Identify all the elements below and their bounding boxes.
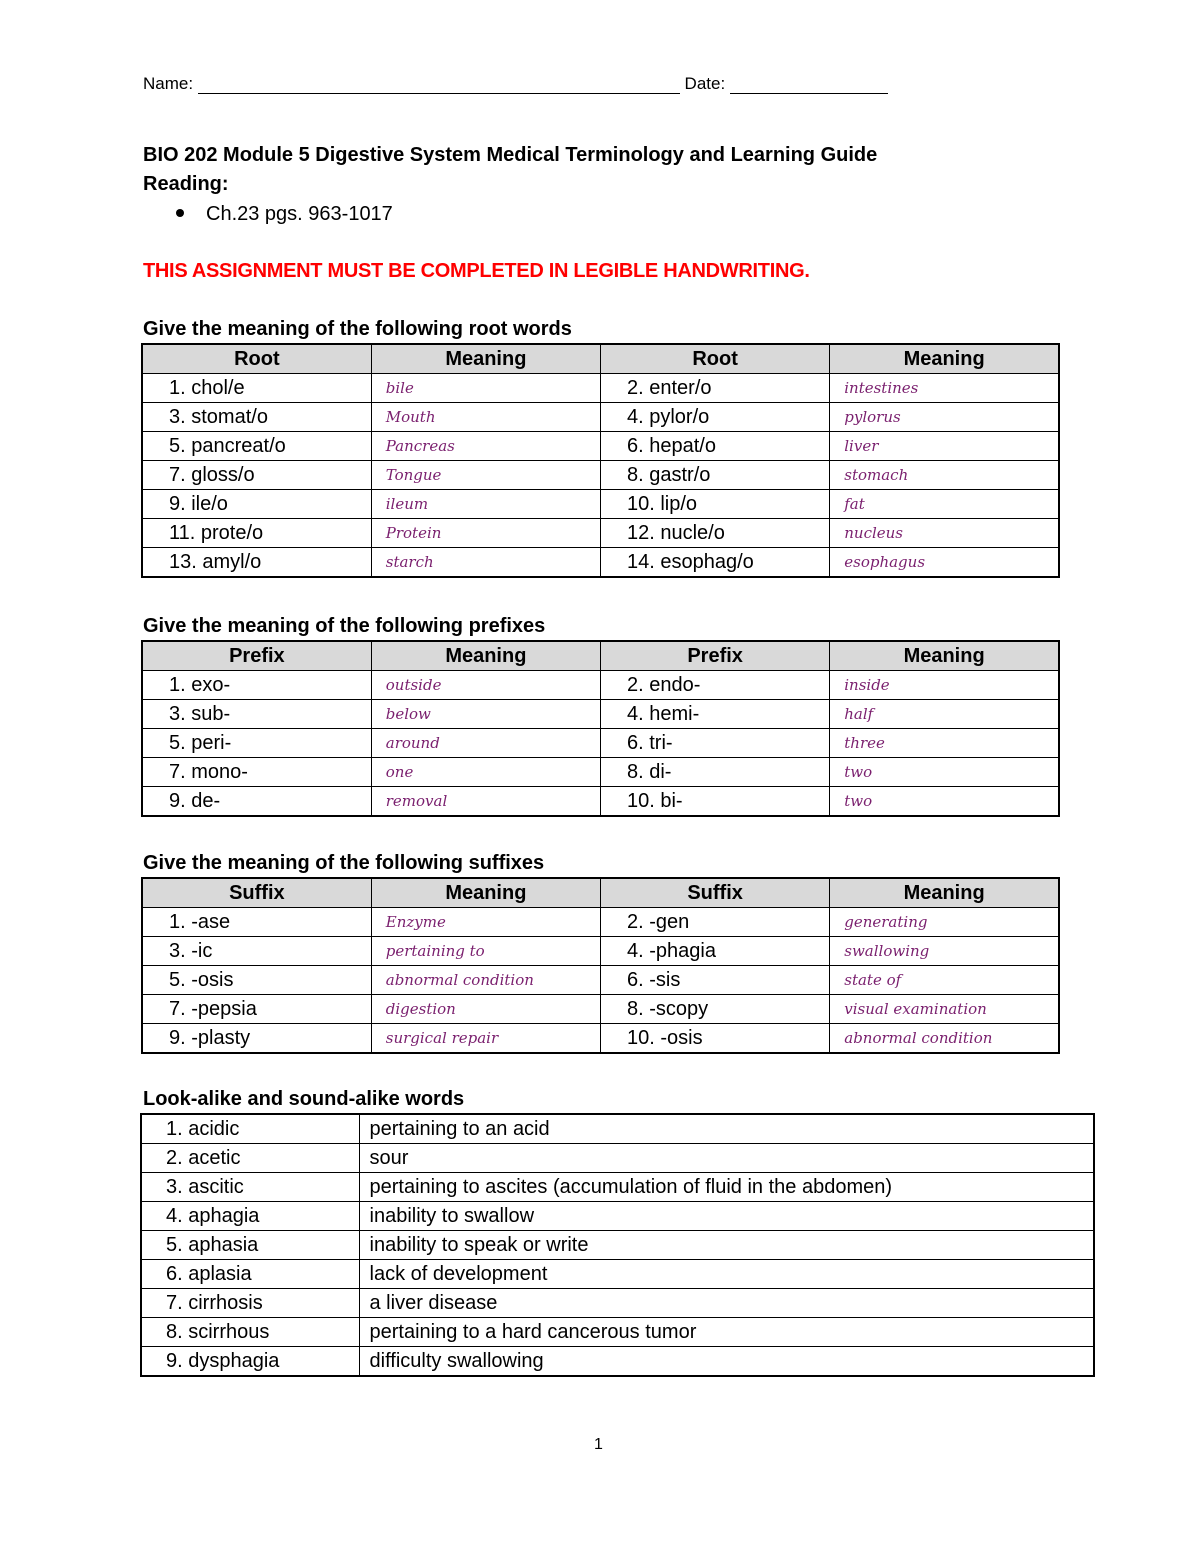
meaning-cell[interactable]: generating — [830, 908, 1059, 937]
column-header: Meaning — [830, 344, 1059, 374]
meaning-cell[interactable]: starch — [371, 548, 600, 578]
term-cell: 2. enter/o — [601, 374, 830, 403]
word-cell: 6. aplasia — [141, 1260, 359, 1289]
meaning-cell[interactable]: Enzyme — [371, 908, 600, 937]
column-header: Meaning — [371, 878, 600, 908]
meaning-cell[interactable]: intestines — [830, 374, 1059, 403]
meaning-cell[interactable]: visual examination — [830, 995, 1059, 1024]
meaning-cell[interactable]: abnormal condition — [830, 1024, 1059, 1054]
term-cell: 2. -gen — [601, 908, 830, 937]
term-cell: 10. -osis — [601, 1024, 830, 1054]
meaning-cell[interactable]: outside — [371, 671, 600, 700]
term-cell: 4. pylor/o — [601, 403, 830, 432]
table-row — [141, 1347, 1094, 1377]
reading-item — [176, 203, 393, 226]
meaning-cell[interactable]: digestion — [371, 995, 600, 1024]
term-cell: 8. gastr/o — [601, 461, 830, 490]
term-cell: 13. amyl/o — [142, 548, 371, 578]
table-row — [141, 1202, 1094, 1231]
term-cell: 6. tri- — [601, 729, 830, 758]
term-cell: 14. esophag/o — [601, 548, 830, 578]
column-header: Meaning — [371, 641, 600, 671]
table-row — [142, 758, 1059, 787]
word-cell: 3. ascitic — [141, 1173, 359, 1202]
definition-cell: inability to swallow — [359, 1202, 1094, 1231]
meaning-cell[interactable]: ileum — [371, 490, 600, 519]
page-number: 1 — [594, 1436, 603, 1453]
definition-cell: pertaining to an acid — [359, 1114, 1094, 1144]
definition-cell: lack of development — [359, 1260, 1094, 1289]
table-header-row — [142, 344, 1059, 374]
table-row — [141, 1231, 1094, 1260]
term-cell: 7. gloss/o — [142, 461, 371, 490]
term-cell: 7. mono- — [142, 758, 371, 787]
handwriting-warning: THIS ASSIGNMENT MUST BE COMPLETED IN LEGIBLE HANDWRITING. — [143, 260, 810, 282]
name-label: Name: — [143, 74, 194, 93]
term-cell: 8. -scopy — [601, 995, 830, 1024]
word-cell: 7. cirrhosis — [141, 1289, 359, 1318]
table-row — [141, 1173, 1094, 1202]
name-field[interactable] — [198, 79, 680, 94]
meaning-cell[interactable]: esophagus — [830, 548, 1059, 578]
table-header-row — [142, 641, 1059, 671]
table-row — [141, 1260, 1094, 1289]
table-row — [142, 937, 1059, 966]
term-cell: 12. nucle/o — [601, 519, 830, 548]
meaning-cell[interactable]: fat — [830, 490, 1059, 519]
document-title: BIO 202 Module 5 Digestive System Medical Terminology and Learning Guide — [143, 144, 878, 166]
meaning-cell[interactable]: bile — [371, 374, 600, 403]
term-cell: 6. hepat/o — [601, 432, 830, 461]
meaning-cell[interactable]: three — [830, 729, 1059, 758]
word-cell: 2. acetic — [141, 1144, 359, 1173]
word-cell: 1. acidic — [141, 1114, 359, 1144]
column-header: Suffix — [601, 878, 830, 908]
term-cell: 4. -phagia — [601, 937, 830, 966]
meaning-cell[interactable]: removal — [371, 787, 600, 817]
meaning-cell[interactable]: Protein — [371, 519, 600, 548]
meaning-cell[interactable]: below — [371, 700, 600, 729]
lookalike-heading: Look-alike and sound-alike words — [143, 1088, 465, 1110]
reading-item-text: Ch.23 pgs. 963-1017 — [206, 203, 393, 225]
term-cell: 5. -osis — [142, 966, 371, 995]
meaning-cell[interactable]: liver — [830, 432, 1059, 461]
word-cell: 4. aphagia — [141, 1202, 359, 1231]
meaning-cell[interactable]: two — [830, 787, 1059, 817]
term-cell: 2. endo- — [601, 671, 830, 700]
table-row — [141, 1289, 1094, 1318]
roots-table — [141, 343, 1060, 578]
term-cell: 6. -sis — [601, 966, 830, 995]
term-cell: 1. exo- — [142, 671, 371, 700]
column-header: Meaning — [371, 344, 600, 374]
meaning-cell[interactable]: half — [830, 700, 1059, 729]
meaning-cell[interactable]: Mouth — [371, 403, 600, 432]
meaning-cell[interactable]: inside — [830, 671, 1059, 700]
prefixes-table — [141, 640, 1060, 817]
definition-cell: inability to speak or write — [359, 1231, 1094, 1260]
table-row — [142, 995, 1059, 1024]
suffixes-heading: Give the meaning of the following suffixes — [143, 852, 545, 874]
word-cell: 5. aphasia — [141, 1231, 359, 1260]
term-cell: 7. -pepsia — [142, 995, 371, 1024]
term-cell: 9. -plasty — [142, 1024, 371, 1054]
term-cell: 1. chol/e — [142, 374, 371, 403]
bullet-icon — [176, 209, 184, 217]
column-header: Meaning — [830, 878, 1059, 908]
column-header: Prefix — [142, 641, 371, 671]
meaning-cell[interactable]: Pancreas — [371, 432, 600, 461]
name-date-line — [143, 74, 888, 94]
definition-cell: difficulty swallowing — [359, 1347, 1094, 1377]
meaning-cell[interactable]: pylorus — [830, 403, 1059, 432]
term-cell: 10. lip/o — [601, 490, 830, 519]
meaning-cell[interactable]: abnormal condition — [371, 966, 600, 995]
date-label: Date: — [684, 74, 726, 93]
table-row — [142, 908, 1059, 937]
meaning-cell[interactable]: surgical repair — [371, 1024, 600, 1054]
table-row — [142, 671, 1059, 700]
column-header: Meaning — [830, 641, 1059, 671]
term-cell: 5. pancreat/o — [142, 432, 371, 461]
table-row — [142, 374, 1059, 403]
meaning-cell[interactable]: two — [830, 758, 1059, 787]
meaning-cell[interactable]: Tongue — [371, 461, 600, 490]
lookalike-table — [140, 1113, 1095, 1377]
meaning-cell[interactable]: state of — [830, 966, 1059, 995]
table-header-row — [142, 878, 1059, 908]
table-row — [142, 729, 1059, 758]
column-header: Suffix — [142, 878, 371, 908]
table-row — [142, 403, 1059, 432]
meaning-cell[interactable]: pertaining to — [371, 937, 600, 966]
table-row — [142, 432, 1059, 461]
definition-cell: a liver disease — [359, 1289, 1094, 1318]
table-row — [142, 461, 1059, 490]
term-cell: 10. bi- — [601, 787, 830, 817]
table-row — [142, 548, 1059, 578]
term-cell: 9. ile/o — [142, 490, 371, 519]
table-row — [142, 1024, 1059, 1054]
definition-cell: pertaining to ascites (accumulation of fluid in the abdomen) — [359, 1173, 1094, 1202]
table-row — [141, 1318, 1094, 1347]
column-header: Root — [601, 344, 830, 374]
term-cell: 3. stomat/o — [142, 403, 371, 432]
prefixes-heading: Give the meaning of the following prefixes — [143, 615, 546, 637]
term-cell: 11. prote/o — [142, 519, 371, 548]
table-row — [142, 519, 1059, 548]
table-row — [141, 1144, 1094, 1173]
term-cell: 4. hemi- — [601, 700, 830, 729]
table-row — [142, 490, 1059, 519]
date-field[interactable] — [730, 79, 888, 94]
term-cell: 1. -ase — [142, 908, 371, 937]
roots-heading: Give the meaning of the following root words — [143, 318, 572, 340]
suffixes-table — [141, 877, 1060, 1054]
column-header: Prefix — [601, 641, 830, 671]
word-cell: 8. scirrhous — [141, 1318, 359, 1347]
table-row — [142, 787, 1059, 817]
table-row — [142, 700, 1059, 729]
meaning-cell[interactable]: one — [371, 758, 600, 787]
meaning-cell[interactable]: nucleus — [830, 519, 1059, 548]
term-cell: 3. sub- — [142, 700, 371, 729]
column-header: Root — [142, 344, 371, 374]
term-cell: 9. de- — [142, 787, 371, 817]
definition-cell: sour — [359, 1144, 1094, 1173]
term-cell: 5. peri- — [142, 729, 371, 758]
definition-cell: pertaining to a hard cancerous tumor — [359, 1318, 1094, 1347]
reading-label: Reading: — [143, 173, 229, 195]
term-cell: 3. -ic — [142, 937, 371, 966]
meaning-cell[interactable]: swallowing — [830, 937, 1059, 966]
table-row — [142, 966, 1059, 995]
meaning-cell[interactable]: stomach — [830, 461, 1059, 490]
meaning-cell[interactable]: around — [371, 729, 600, 758]
word-cell: 9. dysphagia — [141, 1347, 359, 1377]
term-cell: 8. di- — [601, 758, 830, 787]
table-row — [141, 1114, 1094, 1144]
